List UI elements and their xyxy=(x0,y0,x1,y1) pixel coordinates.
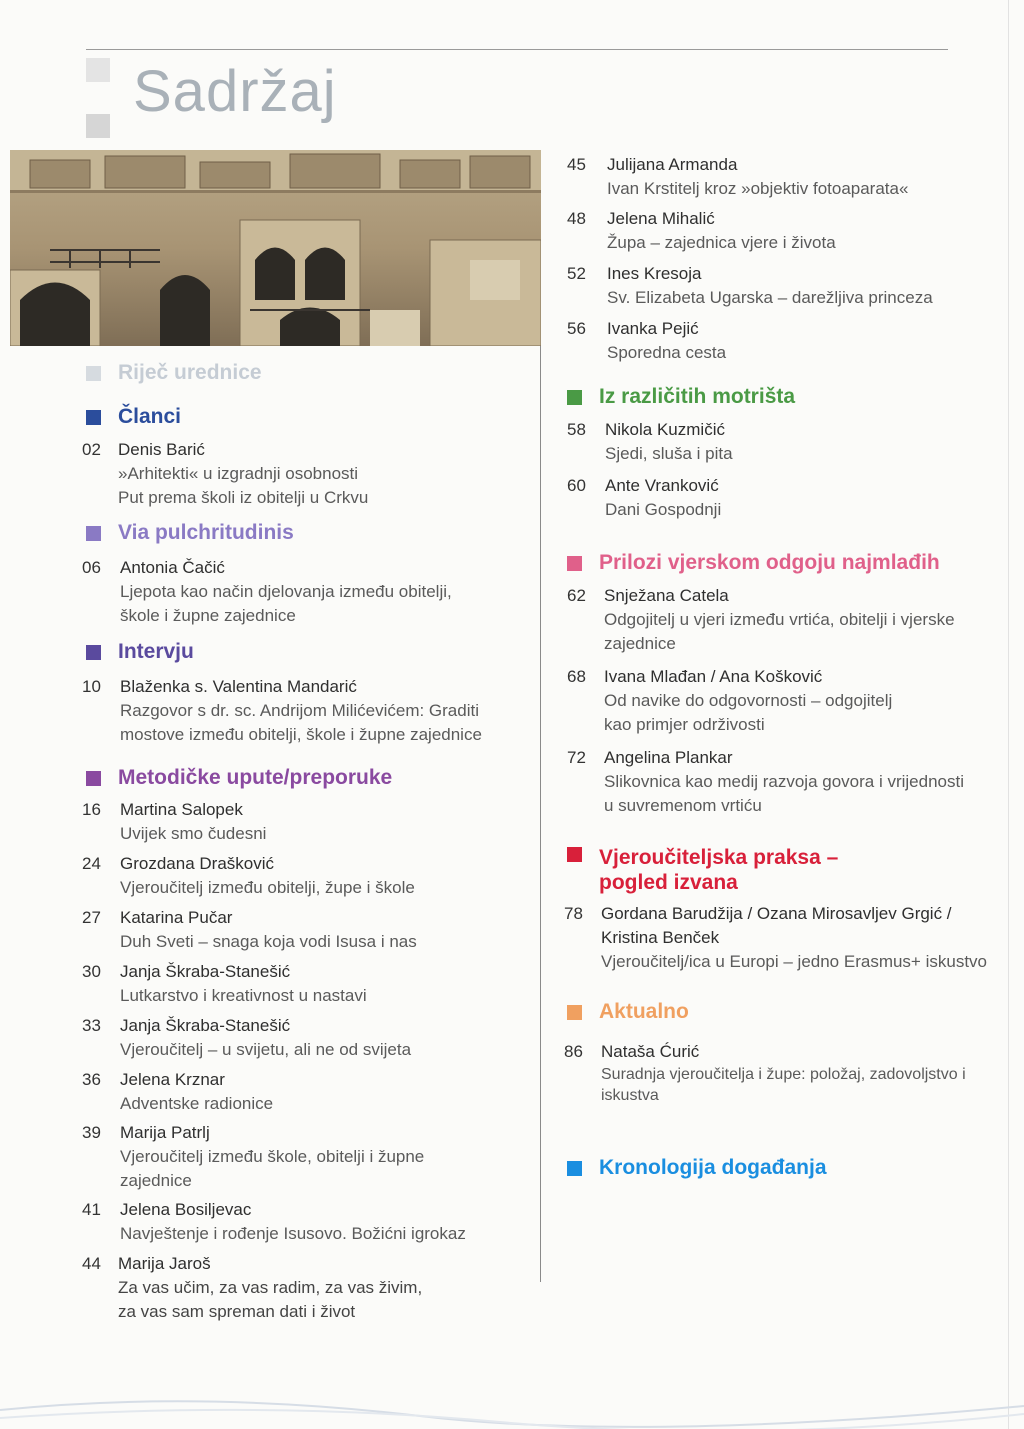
article-title xyxy=(601,950,987,974)
toc-entry-45[interactable] xyxy=(567,153,987,201)
page-number: 41 xyxy=(82,1200,101,1219)
article-title xyxy=(607,231,836,255)
title-line: Adventske radionice xyxy=(120,1094,274,1113)
author: Katarina Pučar xyxy=(120,908,233,927)
section-title: Intervju xyxy=(118,640,194,663)
article-title xyxy=(120,930,417,954)
author-line: Gordana Barudžija / Ozana Mirosavljev Grgić / xyxy=(601,904,952,923)
bottom-swoosh xyxy=(0,1380,1024,1429)
toc-entry-48[interactable] xyxy=(567,207,987,255)
toc-entry-52[interactable] xyxy=(567,262,987,310)
article-title xyxy=(605,498,721,522)
section-title: Članci xyxy=(118,405,182,428)
toc-entry-56[interactable] xyxy=(567,317,987,365)
author: Jelena Bosiljevac xyxy=(120,1200,252,1219)
title-line: Suradnja vjeroučitelja i župe: položaj, zadovoljstvo i xyxy=(601,1066,966,1083)
article-title xyxy=(118,462,368,510)
author: Nikola Kuzmičić xyxy=(605,420,725,439)
page-number: 39 xyxy=(82,1123,101,1142)
page-number: 68 xyxy=(567,667,586,686)
section-title: Kronologija događanja xyxy=(599,1156,827,1179)
ruins-illustration xyxy=(10,150,541,346)
section-title: Aktualno xyxy=(599,1000,689,1023)
section-title-line: Vjeroučiteljska praksa – xyxy=(599,846,839,869)
title-line: škole i župne zajednice xyxy=(120,606,296,625)
page-number: 33 xyxy=(82,1016,101,1035)
title-line: Dani Gospodnji xyxy=(605,500,722,519)
section-iz-razlicitih-motrista[interactable] xyxy=(567,385,795,409)
toc-entry-78[interactable] xyxy=(564,902,1008,974)
page-number: 72 xyxy=(567,748,586,767)
title-line: Duh Sveti – snaga koja vodi Isusa i nas xyxy=(120,932,417,951)
section-via-pulchritudinis[interactable] xyxy=(86,521,294,545)
author xyxy=(601,902,952,950)
ruins-photo xyxy=(10,150,541,346)
author: Ivanka Pejić xyxy=(607,319,699,338)
page-number: 06 xyxy=(82,558,101,577)
title-line: Vjeroučitelj – u svijetu, ali ne od svijeta xyxy=(120,1040,412,1059)
author: Snježana Catela xyxy=(604,586,729,605)
toc-entry-72[interactable] xyxy=(567,746,1007,818)
title-line: Vjeroučitelj između obitelji, župe i škole xyxy=(120,878,415,897)
title-line: Sv. Elizabeta Ugarska – darežljiva princeza xyxy=(607,288,933,307)
section-marker xyxy=(567,847,582,862)
toc-entry-39[interactable] xyxy=(82,1121,522,1193)
title-deco-square-bottom xyxy=(86,114,110,138)
top-rule xyxy=(86,49,948,50)
article-title xyxy=(607,341,726,365)
title-line: za vas sam spreman dati i život xyxy=(118,1302,356,1321)
title-line: »Arhitekti« u izgradnji osobnosti xyxy=(118,464,359,483)
page-number: 27 xyxy=(82,908,101,927)
toc-entry-02[interactable] xyxy=(82,438,522,510)
toc-entry-30[interactable] xyxy=(82,960,522,1008)
toc-entry-60[interactable] xyxy=(567,474,987,522)
page-number: 02 xyxy=(82,440,101,459)
section-marker xyxy=(86,645,101,660)
toc-entry-27[interactable] xyxy=(82,906,522,954)
article-title xyxy=(605,442,733,466)
title-line: zajednice xyxy=(120,1171,192,1190)
title-line: Za vas učim, za vas radim, za vas živim, xyxy=(118,1278,423,1297)
article-title xyxy=(120,699,482,747)
title-line: Sjedi, sluša i pita xyxy=(605,444,733,463)
title-line: Sporedna cesta xyxy=(607,343,727,362)
author: Julijana Armanda xyxy=(607,155,738,174)
page-number: 78 xyxy=(564,904,583,923)
section-intervju[interactable] xyxy=(86,640,194,664)
toc-entry-10[interactable] xyxy=(82,675,532,747)
title-line: Župa – zajednica vjere i života xyxy=(607,233,836,252)
title-line: Vjeroučitelj/ica u Europi – jedno Erasmus+ iskustvo xyxy=(601,952,987,971)
page-number: 24 xyxy=(82,854,101,873)
author: Marija Patrlj xyxy=(120,1123,210,1142)
section-prilozi-vjerskom-odgoju[interactable] xyxy=(567,551,940,575)
section-marker xyxy=(567,390,582,405)
title-line: mostove između obitelji, škole i župne zajednice xyxy=(120,725,482,744)
toc-entry-41[interactable] xyxy=(82,1198,522,1246)
author: Marija Jaroš xyxy=(118,1254,211,1273)
page-title: Sadržaj xyxy=(133,59,337,124)
toc-entry-06[interactable] xyxy=(82,556,522,628)
page-number: 45 xyxy=(567,155,586,174)
article-title xyxy=(607,286,933,310)
title-line: Navještenje i rođenje Isusovo. Božićni igrokaz xyxy=(120,1224,466,1243)
title-line: u suvremenom vrtiću xyxy=(604,796,762,815)
author: Jelena Krznar xyxy=(120,1070,225,1089)
page-number: 10 xyxy=(82,677,101,696)
page-number: 62 xyxy=(567,586,586,605)
article-title xyxy=(607,177,908,201)
article-title xyxy=(120,876,415,900)
page-number: 36 xyxy=(82,1070,101,1089)
article-title xyxy=(120,1038,411,1062)
title-line: Put prema školi iz obitelji u Crkvu xyxy=(118,488,369,507)
article-title xyxy=(604,608,955,656)
section-metodicke-upute[interactable] xyxy=(86,766,392,790)
article-title xyxy=(120,822,266,846)
author: Ante Vranković xyxy=(605,476,719,495)
page-number: 30 xyxy=(82,962,101,981)
author: Nataša Ćurić xyxy=(601,1042,700,1061)
author: Angelina Plankar xyxy=(604,748,733,767)
page-edge xyxy=(1008,0,1009,1429)
toc-entry-68[interactable] xyxy=(567,665,1007,737)
article-title xyxy=(120,1092,273,1116)
author-line: Kristina Benček xyxy=(601,928,720,947)
column-divider xyxy=(540,346,541,1282)
author: Janja Škraba-Stanešić xyxy=(120,1016,291,1035)
author: Janja Škraba-Stanešić xyxy=(120,962,291,981)
title-line: kao primjer održivosti xyxy=(604,715,765,734)
author: Jelena Mihalić xyxy=(607,209,715,228)
page-number: 60 xyxy=(567,476,586,495)
author: Blaženka s. Valentina Mandarić xyxy=(120,677,357,696)
section-title: Prilozi vjerskom odgoju najmlađih xyxy=(599,551,940,574)
toc-entry-44[interactable] xyxy=(82,1252,522,1324)
section-marker xyxy=(86,410,101,425)
section-rijec-urednice[interactable] xyxy=(86,361,262,385)
title-line: Vjeroučitelj između škole, obitelji i župne xyxy=(120,1147,425,1166)
section-marker xyxy=(86,366,101,381)
page-number: 44 xyxy=(82,1254,101,1273)
title-line: zajednice xyxy=(604,634,676,653)
toc-entry-86[interactable] xyxy=(564,1040,1008,1112)
section-title-line: pogled izvana xyxy=(599,871,738,894)
page-number: 16 xyxy=(82,800,101,819)
title-line: Odgojitelj u vjeri između vrtića, obitelji i vjerske xyxy=(604,610,955,629)
author: Grozdana Drašković xyxy=(120,854,275,873)
author: Ivana Mlađan / Ana Košković xyxy=(604,667,823,686)
author: Antonia Čačić xyxy=(120,558,225,577)
title-line: Lutkarstvo i kreativnost u nastavi xyxy=(120,986,367,1005)
article-title xyxy=(120,984,367,1008)
article-title xyxy=(120,1222,466,1246)
section-title: Riječ urednice xyxy=(118,361,262,384)
article-title xyxy=(604,770,964,818)
section-vjerouciteljska-praksa[interactable] xyxy=(567,845,838,895)
toc-entry-16[interactable] xyxy=(82,798,522,846)
section-marker xyxy=(86,771,101,786)
page-number: 48 xyxy=(567,209,586,228)
section-marker xyxy=(567,1005,582,1020)
author: Ines Kresoja xyxy=(607,264,702,283)
title-line: Ljepota kao način djelovanja između obitelji, xyxy=(120,582,452,601)
article-title xyxy=(120,580,452,628)
article-title xyxy=(604,689,892,737)
section-title xyxy=(599,845,838,895)
title-line: Ivan Krstitelj kroz »objektiv fotoaparata« xyxy=(607,179,909,198)
toc-entry-24[interactable] xyxy=(82,852,522,900)
section-title: Via pulchritudinis xyxy=(118,521,294,544)
article-title xyxy=(601,1064,966,1106)
page-number: 86 xyxy=(564,1042,583,1061)
title-deco-square-top xyxy=(86,58,110,82)
article-title xyxy=(120,1145,424,1193)
author: Martina Salopek xyxy=(120,800,243,819)
section-title: Metodičke upute/preporuke xyxy=(118,766,393,789)
toc-entry-62[interactable] xyxy=(567,584,1007,656)
section-title: Iz različitih motrišta xyxy=(599,385,796,408)
toc-entry-33[interactable] xyxy=(82,1014,522,1062)
title-line: Slikovnica kao medij razvoja govora i vrijednosti xyxy=(604,772,964,791)
page-number: 58 xyxy=(567,420,586,439)
title-line: Razgovor s dr. sc. Andrijom Milićevićem: Graditi xyxy=(120,701,479,720)
section-marker xyxy=(567,1161,582,1176)
title-line: Od navike do odgovornosti – odgojitelj xyxy=(604,691,893,710)
section-clanci[interactable] xyxy=(86,405,181,429)
section-aktualno[interactable] xyxy=(567,1000,689,1024)
toc-entry-58[interactable] xyxy=(567,418,987,466)
article-title xyxy=(118,1276,422,1324)
title-line: iskustva xyxy=(601,1087,659,1104)
section-kronologija-dogadanja[interactable] xyxy=(567,1156,827,1180)
toc-entry-36[interactable] xyxy=(82,1068,522,1116)
title-line: Uvijek smo čudesni xyxy=(120,824,267,843)
page-number: 52 xyxy=(567,264,586,283)
author: Denis Barić xyxy=(118,440,205,459)
page-number: 56 xyxy=(567,319,586,338)
section-marker xyxy=(567,556,582,571)
section-marker xyxy=(86,526,101,541)
